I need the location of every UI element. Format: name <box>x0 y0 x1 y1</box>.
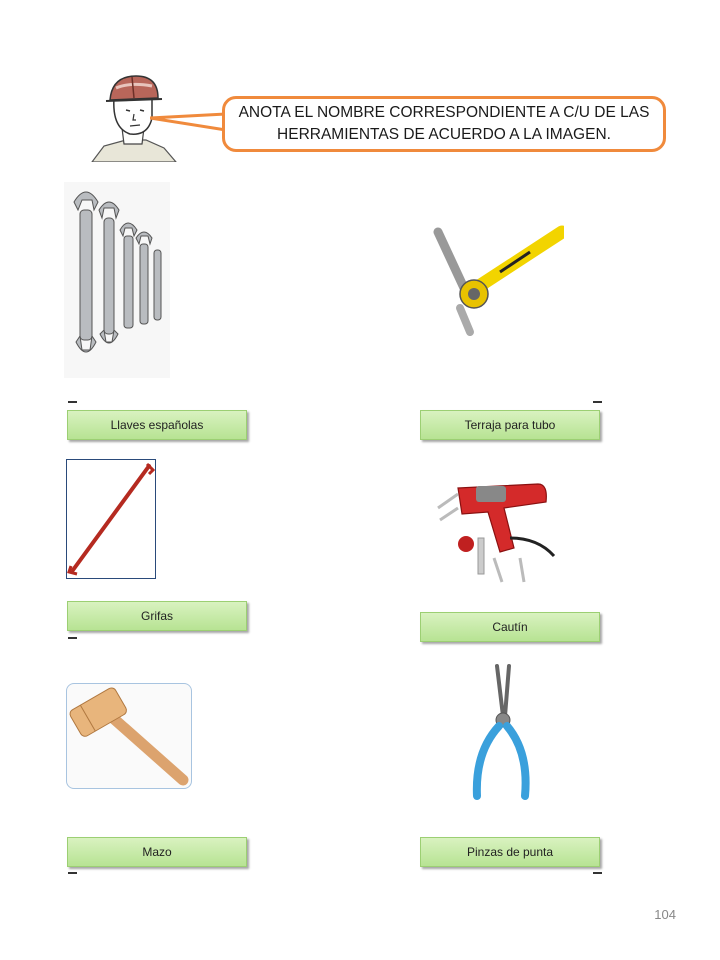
wrenches-image <box>64 182 170 378</box>
divider-mark <box>593 872 602 874</box>
divider-mark <box>68 637 77 639</box>
pliers-image <box>405 660 597 802</box>
page-number: 104 <box>654 907 676 922</box>
instruction-line-2: HERRAMIENTAS DE ACUERDO A LA IMAGEN. <box>277 126 611 143</box>
tool-label-mazo: Mazo <box>67 837 247 867</box>
mallet-image <box>66 683 192 789</box>
pipe-threader-image <box>430 222 564 342</box>
tool-label-llaves: Llaves españolas <box>67 410 247 440</box>
speech-bubble-tail <box>150 108 226 138</box>
divider-mark <box>68 401 77 403</box>
soldering-gun-image <box>428 468 556 586</box>
instruction-bubble <box>222 96 666 152</box>
grifas-image <box>66 459 156 579</box>
tool-label-cautin: Cautín <box>420 612 600 642</box>
divider-mark <box>593 401 602 403</box>
tool-label-pinzas: Pinzas de punta <box>420 837 600 867</box>
tool-label-grifas: Grifas <box>67 601 247 631</box>
instruction-line-1: ANOTA EL NOMBRE CORRESPONDIENTE A C/U DE LAS <box>238 104 650 121</box>
divider-mark <box>68 872 77 874</box>
tool-label-terraja: Terraja para tubo <box>420 410 600 440</box>
